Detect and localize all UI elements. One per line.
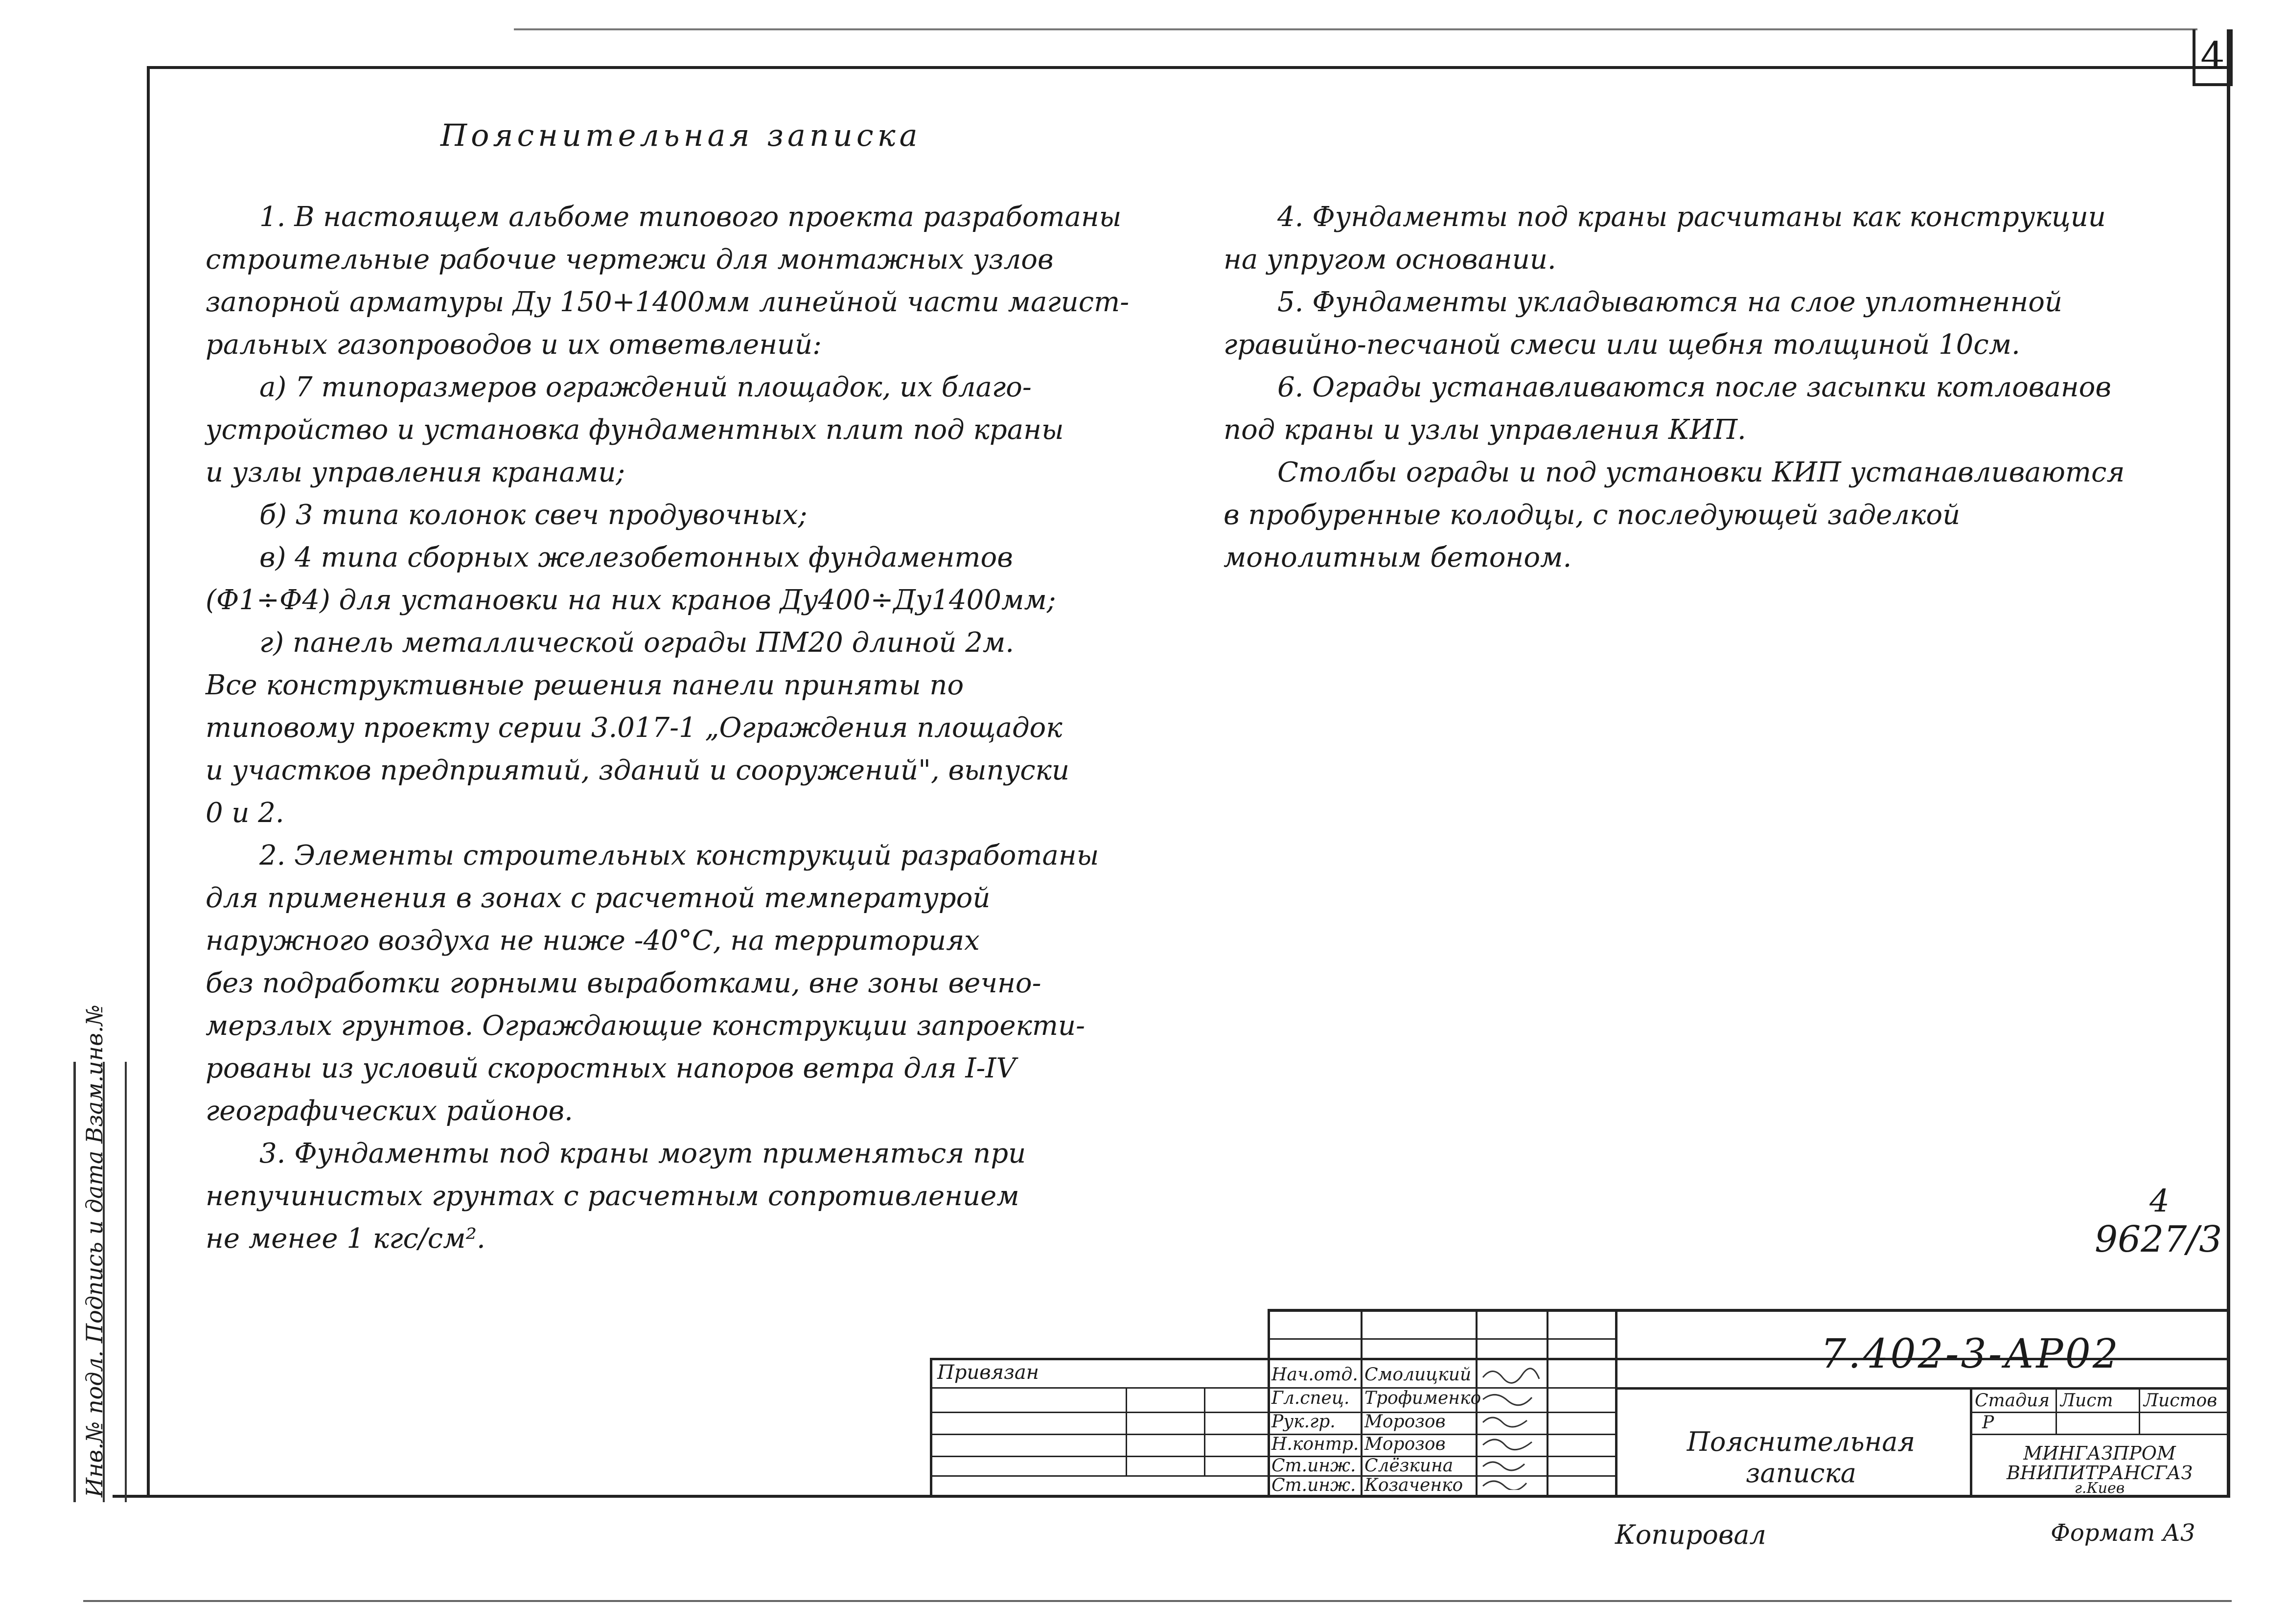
text-line: и участков предприятий, зданий и сооружений", выпуски [206, 755, 1070, 786]
text-line: Столбы ограды и под установки КИП устанавливаются [1277, 457, 2125, 488]
stamp-privyazan-label: Привязан [937, 1361, 1040, 1384]
stamp-line [1970, 1387, 1972, 1495]
text-line: 3. Фундаменты под краны могут применяться при [259, 1138, 1026, 1169]
copied-by-label: Копировал [1615, 1519, 1766, 1550]
side-approval-strip [73, 1004, 149, 1502]
stamp-name: Трофименко [1364, 1388, 1481, 1408]
stamp-role: Ст.инж. [1271, 1475, 1356, 1495]
stamp-role: Нач.отд. [1271, 1365, 1358, 1385]
stamp-signatures [1480, 1363, 1544, 1490]
text-line: типовому проекту серии 3.017-1 „Ограждения площадок [206, 712, 1063, 744]
stamp-sheet-header: Лист [2060, 1391, 2113, 1411]
stamp-line [1126, 1387, 1127, 1475]
text-line: запорной арматуры Ду 150+1400мм линейной части магист- [206, 286, 1130, 318]
text-line: для применения в зонах с расчетной температурой [206, 882, 991, 914]
stamp-line [2139, 1387, 2140, 1434]
text-line: г) панель металлической ограды ПМ20 длиной 2м. [259, 627, 1015, 659]
text-line: гравийно-песчаной смеси или щебня толщиной 10см. [1224, 329, 2020, 361]
stamp-name: Морозов [1364, 1412, 1446, 1432]
side-strip-divider [125, 1062, 127, 1502]
sheet-edge-line [83, 1600, 2232, 1602]
text-line: (Ф1÷Ф4) для установки на них кранов Ду400÷Ду1400мм; [206, 584, 1056, 616]
text-line: 2. Элементы строительных конструкций разработаны [259, 840, 1099, 871]
stamp-org-line: г.Киев [2074, 1480, 2125, 1497]
stamp-line [1547, 1309, 1548, 1495]
doc-ref-sheet: 4 [2149, 1183, 2170, 1219]
stamp-line [1268, 1338, 1615, 1340]
stamp-line [1615, 1309, 1617, 1495]
text-line: 0 и 2. [206, 797, 284, 829]
text-line: в) 4 типа сборных железобетонных фундаментов [259, 542, 1013, 573]
page-number: 4 [2193, 29, 2233, 86]
text-line: Все конструктивные решения панели приняты по [206, 669, 964, 701]
stamp-line [1268, 1309, 2227, 1312]
text-line: мерзлых грунтов. Ограждающие конструкции запроекти- [206, 1010, 1086, 1042]
text-line: 4. Фундаменты под краны расчитаны как конструкции [1277, 201, 2106, 233]
stamp-name: Козаченко [1364, 1475, 1463, 1495]
stamp-line [1615, 1387, 2227, 1390]
stamp-name: Слёзкина [1364, 1456, 1454, 1476]
text-line: устройство и установка фундаментных плит под краны [206, 414, 1064, 446]
text-line: а) 7 типоразмеров ограждений площадок, их благо- [259, 371, 1032, 403]
text-line: строительные рабочие чертежи для монтажных узлов [206, 244, 1054, 275]
text-line: 5. Фундаменты укладываются на слое уплотненной [1277, 286, 2062, 318]
text-line: под краны и узлы управления КИП. [1224, 414, 1746, 446]
stamp-line [1970, 1412, 2227, 1413]
stamp-role: Гл.спец. [1271, 1388, 1350, 1408]
format-label: Формат А3 [2051, 1519, 2195, 1547]
page-title: Пояснительная записка [440, 117, 922, 153]
stamp-role: Ст.инж. [1271, 1456, 1356, 1476]
stamp-org-line: МИНГАЗПРОМ [2023, 1442, 2176, 1464]
document-reference [2095, 1183, 2222, 1260]
stamp-name: Морозов [1364, 1434, 1446, 1454]
stamp-doc-title: Пояснительная записка [1686, 1426, 1916, 1488]
stamp-name: Смолицкий [1364, 1365, 1472, 1385]
text-line: 6. Ограды устанавливаются после засыпки котлованов [1277, 371, 2111, 403]
text-line: без подработки горными выработками, вне зоны вечно- [206, 967, 1041, 999]
stamp-line [1268, 1309, 1270, 1495]
stamp-stage-header: Стадия [1975, 1391, 2050, 1411]
left-text-column [206, 196, 1129, 1260]
text-line: непучинистых грунтах с расчетным сопротивлением [206, 1180, 1019, 1212]
side-strip-label: Инв.№ подл. Подпись и дата Взам.инв.№ [81, 1004, 108, 1497]
stamp-line [2056, 1387, 2057, 1434]
text-line: в пробуренные колодцы, с последующей заделкой [1224, 499, 1961, 531]
stamp-line [1204, 1387, 1205, 1475]
doc-ref-number: 9627/3 [2095, 1218, 2222, 1260]
text-line: на упругом основании. [1224, 244, 1556, 275]
text-line: монолитным бетоном. [1224, 542, 1572, 573]
stamp-stage-value: Р [1982, 1413, 1994, 1433]
text-line: наружного воздуха не ниже -40°С, на территориях [206, 925, 980, 957]
stamp-role: Рук.гр. [1271, 1412, 1336, 1432]
frame-border-right [2227, 29, 2230, 1495]
text-line: не менее 1 кгс/см². [206, 1223, 485, 1255]
text-line: 1. В настоящем альбоме типового проекта разработаны [259, 201, 1122, 233]
frame-border-bottom [113, 1495, 2230, 1498]
stamp-sheets-header: Листов [2144, 1391, 2218, 1411]
stamp-line [1361, 1309, 1363, 1495]
text-line: б) 3 типа колонок свеч продувочных; [259, 499, 808, 531]
stamp-org-line: ВНИПИТРАНСГАЗ [2007, 1462, 2193, 1484]
right-text-column [1224, 196, 2125, 579]
text-line: ральных газопроводов и их ответвлений: [206, 329, 822, 361]
text-line: и узлы управления кранами; [206, 457, 625, 488]
text-line: рованы из условий скоростных напоров ветра для I-IV [206, 1052, 1016, 1084]
stamp-line [930, 1358, 932, 1495]
stamp-line [1970, 1434, 2227, 1435]
frame-top-line [514, 28, 2197, 30]
frame-border-top [147, 66, 2227, 69]
document-code: 7.402-3-АР02 [1821, 1331, 2120, 1377]
text-line: географических районов. [206, 1095, 573, 1127]
stamp-role: Н.контр. [1271, 1434, 1359, 1454]
